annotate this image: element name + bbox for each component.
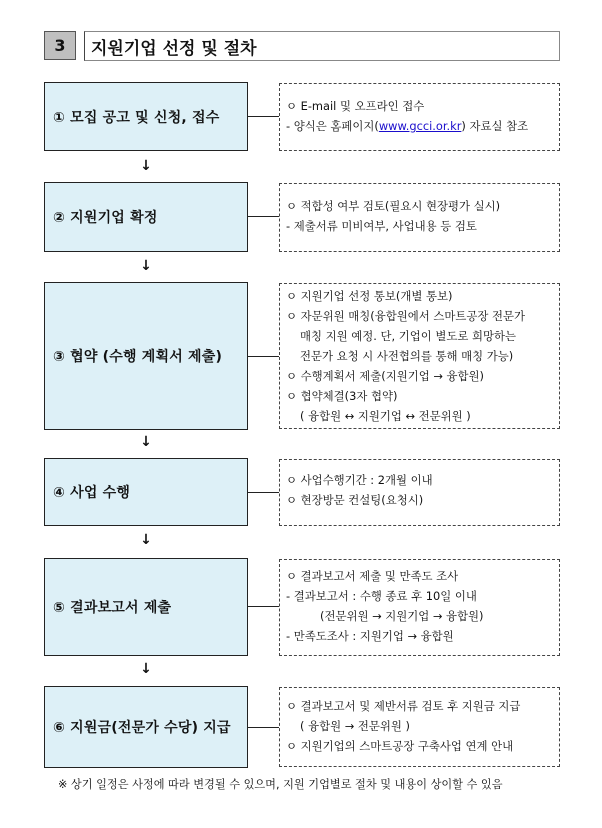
- desc-line: ㅇ 사업수행기간 : 2개월 이내: [286, 473, 433, 487]
- step-5-connector: [248, 606, 279, 607]
- step-4-box: [44, 458, 248, 526]
- step-1-box: [44, 82, 248, 151]
- step-4-connector: [248, 492, 279, 493]
- desc-line: ㅇ 현장방문 컨설팅(요청시): [286, 493, 424, 507]
- desc-line: ㅇ 지원기업 선정 통보(개별 통보): [286, 289, 453, 303]
- desc-line: ㅇ 지원기업의 스마트공장 구축사업 연계 안내: [286, 739, 514, 753]
- desc-line: ㅇ 수행계획서 제출(지원기업 → 융합원): [286, 369, 484, 383]
- step-3-connector: [248, 356, 279, 357]
- step-1-connector: [248, 116, 279, 117]
- desc-line: - 양식은 홈페이지(www.gcci.or.kr) 자료실 참조: [286, 119, 529, 133]
- desc-line: - 제출서류 미비여부, 사업내용 등 검토: [286, 219, 477, 233]
- down-arrow-icon: ↓: [140, 661, 152, 677]
- step-3-label: ③ 협약 (수행 계획서 제출): [53, 349, 223, 365]
- step-6-box: [44, 686, 248, 768]
- step-1-description: [279, 83, 560, 151]
- footnote: ※ 상기 일정은 사정에 따라 변경될 수 있으며, 지원 기업별로 절차 및 내용이 상이할 수 있음: [58, 778, 503, 791]
- down-arrow-icon: ↓: [140, 258, 152, 274]
- desc-line: ( 융합원 ↔ 지원기업 ↔ 전문위원 ): [300, 409, 471, 423]
- step-6-description: [279, 687, 560, 767]
- down-arrow-icon: ↓: [140, 158, 152, 174]
- desc-line: ㅇ E-mail 및 오프라인 접수: [286, 99, 425, 113]
- desc-line: ㅇ 결과보고서 제출 및 만족도 조사: [286, 569, 459, 583]
- desc-line: ㅇ 적합성 여부 검토(필요시 현장평가 실시): [286, 199, 501, 213]
- step-2-box: [44, 182, 248, 252]
- desc-line: 매칭 지원 예정. 단, 기업이 별도로 희망하는: [300, 329, 517, 343]
- desc-line: ( 융합원 → 전문위원 ): [300, 719, 410, 733]
- down-arrow-icon: ↓: [140, 434, 152, 450]
- homepage-link[interactable]: www.gcci.or.kr: [378, 119, 462, 133]
- step-2-description: [279, 183, 560, 252]
- step-2-connector: [248, 216, 279, 217]
- desc-line: - 만족도조사 : 지원기업 → 융합원: [286, 629, 454, 643]
- down-arrow-icon: ↓: [140, 532, 152, 548]
- step-4-description: [279, 459, 560, 526]
- step-3-description: [279, 283, 560, 429]
- desc-line: ㅇ 자문위원 매칭(융합원에서 스마트공장 전문가: [286, 309, 525, 323]
- step-5-description: [279, 559, 560, 656]
- section-number: 3: [44, 31, 76, 60]
- step-5-box: [44, 558, 248, 656]
- desc-line: - 결과보고서 : 수행 종료 후 10일 이내: [286, 589, 477, 603]
- step-2-label: ② 지원기업 확정: [53, 210, 158, 226]
- desc-line: ㅇ 협약체결(3자 협약): [286, 389, 398, 403]
- step-4-label: ④ 사업 수행: [53, 485, 131, 501]
- step-6-label: ⑥ 지원금(전문가 수당) 지급: [53, 720, 231, 736]
- desc-line: 전문가 요청 시 사전협의를 통해 매칭 가능): [300, 349, 514, 363]
- step-3-box: [44, 282, 248, 430]
- step-5-label: ⑤ 결과보고서 제출: [53, 600, 172, 616]
- step-6-connector: [248, 727, 279, 728]
- section-title: 지원기업 선정 및 절차: [84, 31, 560, 61]
- step-1-label: ① 모집 공고 및 신청, 접수: [53, 109, 220, 126]
- desc-line: ㅇ 결과보고서 및 제반서류 검토 후 지원금 지급: [286, 699, 521, 713]
- desc-line: (전문위원 → 지원기업 → 융합원): [320, 609, 484, 623]
